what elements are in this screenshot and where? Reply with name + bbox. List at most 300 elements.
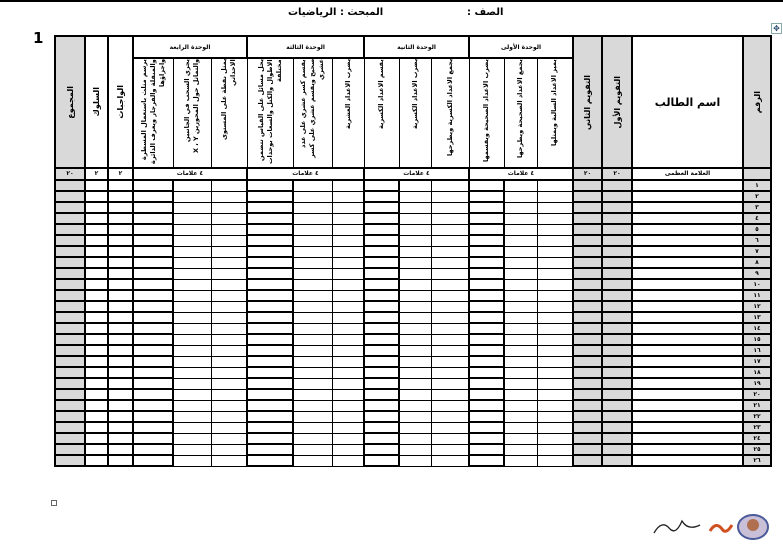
grade-cell[interactable] <box>504 389 537 400</box>
grade-cell[interactable] <box>247 356 293 367</box>
grade-cell[interactable] <box>399 389 431 400</box>
grade-cell[interactable] <box>133 444 173 455</box>
grade-cell[interactable] <box>332 224 364 235</box>
eval2-cell[interactable] <box>573 334 602 345</box>
grade-cell[interactable] <box>537 334 573 345</box>
grade-cell[interactable] <box>431 213 469 224</box>
student-name-cell[interactable] <box>632 433 743 444</box>
grade-cell[interactable] <box>469 433 504 444</box>
grade-cell[interactable] <box>293 268 332 279</box>
grade-cell[interactable] <box>293 345 332 356</box>
grade-cell[interactable] <box>211 323 247 334</box>
grade-cell[interactable] <box>399 356 431 367</box>
grade-cell[interactable] <box>247 191 293 202</box>
grade-cell[interactable] <box>399 279 431 290</box>
grade-cell[interactable] <box>399 213 431 224</box>
grade-cell[interactable] <box>431 312 469 323</box>
grade-cell[interactable] <box>247 345 293 356</box>
grade-cell[interactable] <box>537 268 573 279</box>
grade-cell[interactable] <box>332 180 364 191</box>
total-cell[interactable] <box>55 290 85 301</box>
grade-cell[interactable] <box>293 290 332 301</box>
grade-cell[interactable] <box>469 400 504 411</box>
grade-cell[interactable] <box>332 191 364 202</box>
grade-cell[interactable] <box>431 257 469 268</box>
grade-cell[interactable] <box>332 235 364 246</box>
grade-cell[interactable] <box>537 356 573 367</box>
grade-cell[interactable] <box>332 312 364 323</box>
student-name-cell[interactable] <box>632 444 743 455</box>
eval2-cell[interactable] <box>573 422 602 433</box>
student-name-cell[interactable] <box>632 257 743 268</box>
grade-cell[interactable] <box>431 224 469 235</box>
total-cell[interactable] <box>55 378 85 389</box>
grade-cell[interactable] <box>431 202 469 213</box>
grade-cell[interactable] <box>399 400 431 411</box>
grade-cell[interactable] <box>504 202 537 213</box>
student-name-cell[interactable] <box>632 235 743 246</box>
grade-cell[interactable] <box>504 422 537 433</box>
grade-cell[interactable] <box>537 257 573 268</box>
grade-cell[interactable] <box>431 323 469 334</box>
grade-cell[interactable] <box>173 455 211 466</box>
eval1-cell[interactable] <box>602 301 632 312</box>
grade-cell[interactable] <box>85 378 108 389</box>
grade-cell[interactable] <box>332 389 364 400</box>
grade-cell[interactable] <box>293 312 332 323</box>
eval1-cell[interactable] <box>602 213 632 224</box>
grade-cell[interactable] <box>504 433 537 444</box>
grade-cell[interactable] <box>133 378 173 389</box>
eval1-cell[interactable] <box>602 191 632 202</box>
grade-cell[interactable] <box>85 411 108 422</box>
grade-cell[interactable] <box>399 323 431 334</box>
grade-cell[interactable] <box>85 180 108 191</box>
grade-cell[interactable] <box>247 224 293 235</box>
grade-cell[interactable] <box>173 389 211 400</box>
grade-cell[interactable] <box>247 312 293 323</box>
grade-cell[interactable] <box>364 246 399 257</box>
total-cell[interactable] <box>55 433 85 444</box>
eval2-cell[interactable] <box>573 235 602 246</box>
grade-cell[interactable] <box>537 202 573 213</box>
grade-cell[interactable] <box>399 224 431 235</box>
eval2-cell[interactable] <box>573 345 602 356</box>
grade-cell[interactable] <box>133 268 173 279</box>
grade-cell[interactable] <box>399 180 431 191</box>
eval2-cell[interactable] <box>573 224 602 235</box>
grade-cell[interactable] <box>85 202 108 213</box>
grade-cell[interactable] <box>247 202 293 213</box>
grade-cell[interactable] <box>332 411 364 422</box>
grade-cell[interactable] <box>431 356 469 367</box>
grade-cell[interactable] <box>247 268 293 279</box>
grade-cell[interactable] <box>332 433 364 444</box>
eval2-cell[interactable] <box>573 433 602 444</box>
grade-cell[interactable] <box>469 191 504 202</box>
grade-cell[interactable] <box>332 202 364 213</box>
grade-cell[interactable] <box>399 455 431 466</box>
eval1-cell[interactable] <box>602 257 632 268</box>
grade-cell[interactable] <box>293 444 332 455</box>
grade-cell[interactable] <box>504 290 537 301</box>
total-cell[interactable] <box>55 411 85 422</box>
grade-cell[interactable] <box>469 312 504 323</box>
eval1-cell[interactable] <box>602 180 632 191</box>
grade-cell[interactable] <box>504 180 537 191</box>
student-name-cell[interactable] <box>632 378 743 389</box>
student-name-cell[interactable] <box>632 345 743 356</box>
grade-cell[interactable] <box>211 444 247 455</box>
grade-cell[interactable] <box>211 356 247 367</box>
grade-cell[interactable] <box>504 224 537 235</box>
grade-cell[interactable] <box>108 356 133 367</box>
eval1-cell[interactable] <box>602 290 632 301</box>
eval2-cell[interactable] <box>573 367 602 378</box>
eval2-cell[interactable] <box>573 246 602 257</box>
grade-cell[interactable] <box>247 279 293 290</box>
grade-cell[interactable] <box>211 345 247 356</box>
grade-cell[interactable] <box>469 235 504 246</box>
eval1-cell[interactable] <box>602 455 632 466</box>
grade-cell[interactable] <box>173 444 211 455</box>
grade-cell[interactable] <box>293 301 332 312</box>
grade-cell[interactable] <box>173 356 211 367</box>
grade-cell[interactable] <box>469 301 504 312</box>
eval2-cell[interactable] <box>573 213 602 224</box>
grade-cell[interactable] <box>364 224 399 235</box>
grade-cell[interactable] <box>133 180 173 191</box>
grade-cell[interactable] <box>431 301 469 312</box>
grade-cell[interactable] <box>108 455 133 466</box>
eval1-cell[interactable] <box>602 367 632 378</box>
grade-cell[interactable] <box>133 246 173 257</box>
grade-cell[interactable] <box>133 433 173 444</box>
grade-cell[interactable] <box>332 345 364 356</box>
grade-cell[interactable] <box>364 213 399 224</box>
grade-cell[interactable] <box>364 323 399 334</box>
eval2-cell[interactable] <box>573 400 602 411</box>
grade-cell[interactable] <box>173 433 211 444</box>
grade-cell[interactable] <box>537 191 573 202</box>
student-name-cell[interactable] <box>632 411 743 422</box>
grade-cell[interactable] <box>364 290 399 301</box>
grade-cell[interactable] <box>537 180 573 191</box>
eval2-cell[interactable] <box>573 180 602 191</box>
grade-cell[interactable] <box>85 356 108 367</box>
eval1-cell[interactable] <box>602 312 632 323</box>
grade-cell[interactable] <box>211 235 247 246</box>
total-cell[interactable] <box>55 422 85 433</box>
total-cell[interactable] <box>55 389 85 400</box>
eval1-cell[interactable] <box>602 224 632 235</box>
grade-cell[interactable] <box>108 279 133 290</box>
grade-cell[interactable] <box>469 367 504 378</box>
grade-cell[interactable] <box>537 389 573 400</box>
grade-cell[interactable] <box>85 323 108 334</box>
grade-cell[interactable] <box>173 235 211 246</box>
grade-cell[interactable] <box>537 345 573 356</box>
grade-cell[interactable] <box>133 400 173 411</box>
grade-cell[interactable] <box>108 411 133 422</box>
grade-cell[interactable] <box>108 257 133 268</box>
grade-cell[interactable] <box>211 257 247 268</box>
grade-cell[interactable] <box>247 290 293 301</box>
grade-cell[interactable] <box>537 301 573 312</box>
grade-cell[interactable] <box>108 224 133 235</box>
grade-cell[interactable] <box>211 433 247 444</box>
grade-cell[interactable] <box>247 411 293 422</box>
grade-cell[interactable] <box>211 224 247 235</box>
grade-cell[interactable] <box>537 422 573 433</box>
grade-cell[interactable] <box>399 422 431 433</box>
grade-cell[interactable] <box>537 400 573 411</box>
grade-cell[interactable] <box>85 224 108 235</box>
total-cell[interactable] <box>55 279 85 290</box>
grade-cell[interactable] <box>504 235 537 246</box>
grade-cell[interactable] <box>431 235 469 246</box>
student-name-cell[interactable] <box>632 400 743 411</box>
grade-cell[interactable] <box>247 323 293 334</box>
grade-cell[interactable] <box>173 411 211 422</box>
grade-cell[interactable] <box>247 389 293 400</box>
eval1-cell[interactable] <box>602 235 632 246</box>
grade-cell[interactable] <box>108 334 133 345</box>
grade-cell[interactable] <box>173 290 211 301</box>
grade-cell[interactable] <box>469 257 504 268</box>
grade-cell[interactable] <box>537 279 573 290</box>
grade-cell[interactable] <box>173 180 211 191</box>
grade-cell[interactable] <box>504 312 537 323</box>
grade-cell[interactable] <box>504 257 537 268</box>
total-cell[interactable] <box>55 224 85 235</box>
grade-cell[interactable] <box>85 213 108 224</box>
grade-cell[interactable] <box>431 268 469 279</box>
student-name-cell[interactable] <box>632 180 743 191</box>
total-cell[interactable] <box>55 323 85 334</box>
grade-cell[interactable] <box>108 202 133 213</box>
total-cell[interactable] <box>55 213 85 224</box>
student-name-cell[interactable] <box>632 246 743 257</box>
grade-cell[interactable] <box>469 444 504 455</box>
grade-cell[interactable] <box>332 213 364 224</box>
grade-cell[interactable] <box>293 323 332 334</box>
grade-cell[interactable] <box>332 444 364 455</box>
grade-cell[interactable] <box>537 290 573 301</box>
grade-cell[interactable] <box>504 345 537 356</box>
grade-cell[interactable] <box>247 378 293 389</box>
grade-cell[interactable] <box>364 444 399 455</box>
grade-cell[interactable] <box>247 334 293 345</box>
total-cell[interactable] <box>55 257 85 268</box>
total-cell[interactable] <box>55 268 85 279</box>
grade-cell[interactable] <box>364 268 399 279</box>
grade-cell[interactable] <box>211 191 247 202</box>
grade-cell[interactable] <box>504 367 537 378</box>
grade-cell[interactable] <box>211 246 247 257</box>
total-cell[interactable] <box>55 180 85 191</box>
eval2-cell[interactable] <box>573 444 602 455</box>
total-cell[interactable] <box>55 312 85 323</box>
grade-cell[interactable] <box>211 400 247 411</box>
grade-cell[interactable] <box>364 235 399 246</box>
grade-cell[interactable] <box>85 433 108 444</box>
eval1-cell[interactable] <box>602 378 632 389</box>
student-name-cell[interactable] <box>632 367 743 378</box>
grade-cell[interactable] <box>431 367 469 378</box>
grade-cell[interactable] <box>332 268 364 279</box>
eval2-cell[interactable] <box>573 323 602 334</box>
grade-cell[interactable] <box>293 224 332 235</box>
eval1-cell[interactable] <box>602 345 632 356</box>
grade-cell[interactable] <box>431 433 469 444</box>
grade-cell[interactable] <box>469 323 504 334</box>
grade-cell[interactable] <box>431 444 469 455</box>
grade-cell[interactable] <box>469 455 504 466</box>
grade-cell[interactable] <box>293 246 332 257</box>
grade-cell[interactable] <box>332 400 364 411</box>
grade-cell[interactable] <box>293 378 332 389</box>
eval2-cell[interactable] <box>573 191 602 202</box>
grade-cell[interactable] <box>399 257 431 268</box>
grade-cell[interactable] <box>332 290 364 301</box>
grade-cell[interactable] <box>293 180 332 191</box>
grade-cell[interactable] <box>332 356 364 367</box>
eval2-cell[interactable] <box>573 268 602 279</box>
grade-cell[interactable] <box>431 422 469 433</box>
grade-cell[interactable] <box>504 323 537 334</box>
grade-cell[interactable] <box>399 312 431 323</box>
table-move-handle-icon[interactable]: ✥ <box>771 23 782 34</box>
grade-cell[interactable] <box>211 389 247 400</box>
grade-cell[interactable] <box>133 257 173 268</box>
grade-cell[interactable] <box>399 345 431 356</box>
grade-cell[interactable] <box>332 378 364 389</box>
eval1-cell[interactable] <box>602 323 632 334</box>
grade-cell[interactable] <box>85 389 108 400</box>
grade-cell[interactable] <box>173 334 211 345</box>
grade-cell[interactable] <box>108 213 133 224</box>
grade-cell[interactable] <box>364 202 399 213</box>
grade-cell[interactable] <box>537 444 573 455</box>
total-cell[interactable] <box>55 191 85 202</box>
grade-cell[interactable] <box>211 180 247 191</box>
grade-cell[interactable] <box>332 334 364 345</box>
grade-cell[interactable] <box>108 422 133 433</box>
grade-cell[interactable] <box>108 301 133 312</box>
grade-cell[interactable] <box>364 400 399 411</box>
grade-cell[interactable] <box>133 224 173 235</box>
grade-cell[interactable] <box>247 400 293 411</box>
grade-cell[interactable] <box>431 411 469 422</box>
grade-cell[interactable] <box>247 444 293 455</box>
grade-cell[interactable] <box>133 202 173 213</box>
grade-cell[interactable] <box>108 235 133 246</box>
grade-cell[interactable] <box>504 356 537 367</box>
grade-cell[interactable] <box>431 334 469 345</box>
grade-cell[interactable] <box>85 290 108 301</box>
grade-cell[interactable] <box>85 235 108 246</box>
grade-cell[interactable] <box>293 257 332 268</box>
grade-cell[interactable] <box>133 290 173 301</box>
grade-cell[interactable] <box>108 290 133 301</box>
grade-cell[interactable] <box>293 235 332 246</box>
student-name-cell[interactable] <box>632 455 743 466</box>
grade-cell[interactable] <box>133 422 173 433</box>
grade-cell[interactable] <box>364 334 399 345</box>
total-cell[interactable] <box>55 367 85 378</box>
grade-cell[interactable] <box>173 202 211 213</box>
grade-cell[interactable] <box>293 422 332 433</box>
grade-cell[interactable] <box>85 257 108 268</box>
grade-cell[interactable] <box>247 213 293 224</box>
student-name-cell[interactable] <box>632 301 743 312</box>
eval1-cell[interactable] <box>602 202 632 213</box>
grade-cell[interactable] <box>399 301 431 312</box>
grade-cell[interactable] <box>108 400 133 411</box>
grade-cell[interactable] <box>173 268 211 279</box>
grade-cell[interactable] <box>399 246 431 257</box>
grade-cell[interactable] <box>469 224 504 235</box>
grade-cell[interactable] <box>108 180 133 191</box>
grade-cell[interactable] <box>247 246 293 257</box>
grade-cell[interactable] <box>85 444 108 455</box>
grade-cell[interactable] <box>85 279 108 290</box>
grade-cell[interactable] <box>431 290 469 301</box>
grade-cell[interactable] <box>504 301 537 312</box>
grade-cell[interactable] <box>293 334 332 345</box>
grade-cell[interactable] <box>504 268 537 279</box>
eval2-cell[interactable] <box>573 411 602 422</box>
eval1-cell[interactable] <box>602 279 632 290</box>
student-name-cell[interactable] <box>632 290 743 301</box>
total-cell[interactable] <box>55 356 85 367</box>
eval2-cell[interactable] <box>573 279 602 290</box>
grade-cell[interactable] <box>431 191 469 202</box>
grade-cell[interactable] <box>293 213 332 224</box>
total-cell[interactable] <box>55 334 85 345</box>
grade-cell[interactable] <box>332 455 364 466</box>
grade-cell[interactable] <box>108 345 133 356</box>
grade-cell[interactable] <box>108 367 133 378</box>
grade-cell[interactable] <box>469 202 504 213</box>
grade-cell[interactable] <box>133 411 173 422</box>
grade-cell[interactable] <box>133 312 173 323</box>
grade-cell[interactable] <box>133 345 173 356</box>
grade-cell[interactable] <box>108 246 133 257</box>
grade-cell[interactable] <box>173 422 211 433</box>
eval2-cell[interactable] <box>573 202 602 213</box>
grade-cell[interactable] <box>332 257 364 268</box>
grade-cell[interactable] <box>469 213 504 224</box>
grade-cell[interactable] <box>364 279 399 290</box>
total-cell[interactable] <box>55 400 85 411</box>
grade-cell[interactable] <box>211 279 247 290</box>
grade-cell[interactable] <box>469 180 504 191</box>
eval1-cell[interactable] <box>602 444 632 455</box>
grade-cell[interactable] <box>431 400 469 411</box>
grade-cell[interactable] <box>247 257 293 268</box>
eval2-cell[interactable] <box>573 455 602 466</box>
student-name-cell[interactable] <box>632 422 743 433</box>
grade-cell[interactable] <box>173 400 211 411</box>
grade-cell[interactable] <box>133 367 173 378</box>
student-name-cell[interactable] <box>632 356 743 367</box>
grade-cell[interactable] <box>504 246 537 257</box>
grade-cell[interactable] <box>399 290 431 301</box>
grade-cell[interactable] <box>85 268 108 279</box>
grade-cell[interactable] <box>133 191 173 202</box>
